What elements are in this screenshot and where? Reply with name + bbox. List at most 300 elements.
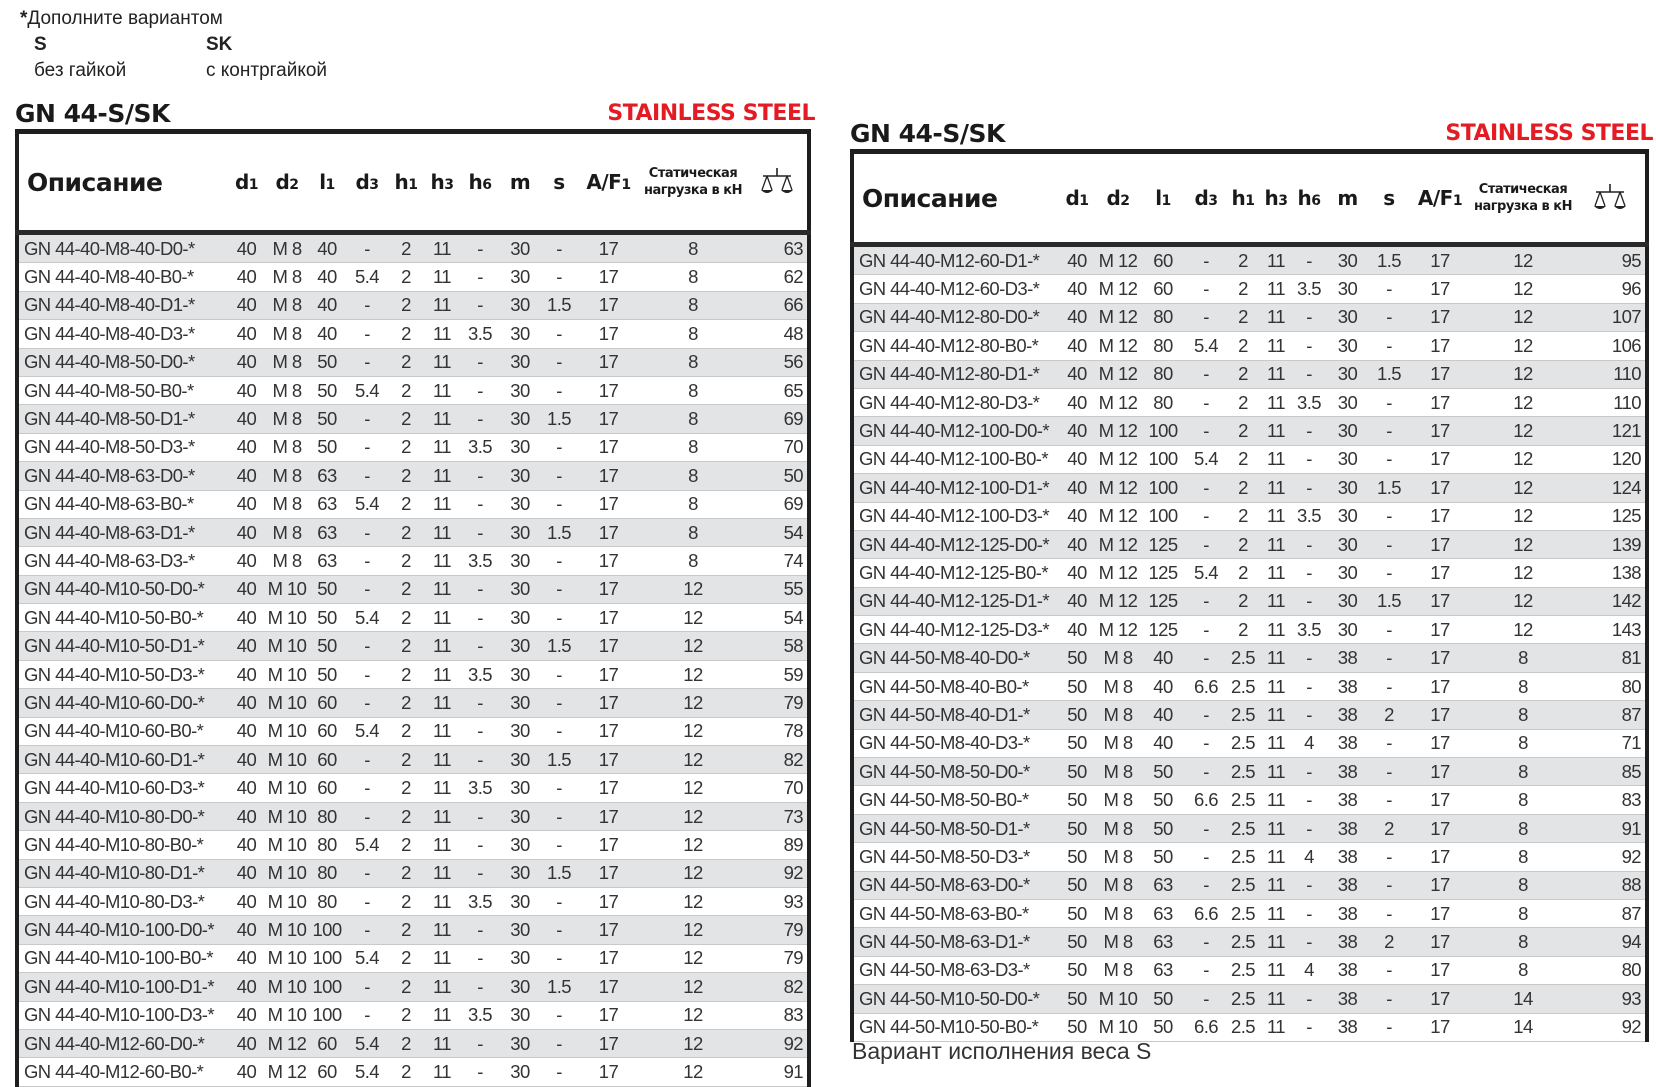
cell-weight: 87 [1575, 701, 1647, 729]
cell-af1: 17 [578, 689, 639, 717]
cell-m: 38 [1326, 701, 1369, 729]
cell-description: GN 44-40-M10-100-D1-* [17, 973, 227, 1001]
table-row [17, 604, 809, 632]
cell-m: 30 [500, 916, 540, 944]
table-row [852, 360, 1647, 388]
cell-af1: 17 [578, 831, 639, 859]
cell-l1: 100 [308, 916, 346, 944]
cell-l1: 80 [1140, 303, 1186, 331]
cell-s: - [540, 233, 578, 263]
cell-h1: 2.5 [1226, 871, 1260, 899]
cell-m: 38 [1326, 1013, 1369, 1041]
cell-d3: 5.4 [346, 831, 388, 859]
cell-d3: 6.6 [1186, 672, 1226, 700]
cell-s: - [540, 916, 578, 944]
cell-h1: 2 [388, 632, 424, 660]
cell-l1: 63 [1140, 956, 1186, 984]
cell-d3: 6.6 [1186, 786, 1226, 814]
table-row [852, 559, 1647, 587]
cell-m: 30 [500, 547, 540, 575]
table-row [852, 786, 1647, 814]
cell-d2: M 12 [1096, 417, 1140, 445]
cell-m: 38 [1326, 758, 1369, 786]
cell-h1: 2 [1226, 332, 1260, 360]
cell-h6: - [1292, 587, 1326, 615]
cell-af1: 17 [578, 575, 639, 603]
cell-d3: - [346, 1001, 388, 1029]
cell-af1: 17 [578, 887, 639, 915]
cell-af1: 17 [578, 632, 639, 660]
cell-h6: 3.5 [1292, 388, 1326, 416]
cell-s: - [1369, 672, 1409, 700]
cell-description: GN 44-40-M8-40-B0-* [17, 263, 227, 291]
cell-description: GN 44-40-M12-125-B0-* [852, 559, 1058, 587]
cell-h6: - [460, 831, 500, 859]
cell-s: - [1369, 530, 1409, 558]
cell-m: 30 [500, 831, 540, 859]
col-s [540, 132, 578, 233]
col-af1 [578, 132, 639, 233]
cell-description: GN 44-50-M10-50-B0-* [852, 1013, 1058, 1041]
cell-weight: 78 [747, 717, 809, 745]
cell-h6: - [460, 575, 500, 603]
cell-description: GN 44-50-M8-40-D3-* [852, 729, 1058, 757]
cell-d1: 40 [1058, 616, 1096, 644]
cell-static-load: 12 [639, 973, 747, 1001]
cell-h3: 11 [1260, 388, 1292, 416]
cell-weight: 92 [747, 1029, 809, 1057]
cell-weight: 106 [1575, 332, 1647, 360]
table-row [17, 547, 809, 575]
cell-h1: 2 [1226, 445, 1260, 473]
header-row [17, 132, 809, 233]
cell-d1: 40 [227, 1001, 266, 1029]
cell-s: - [1369, 388, 1409, 416]
cell-h1: 2 [1226, 474, 1260, 502]
cell-d2: M 8 [1096, 729, 1140, 757]
cell-h3: 11 [1260, 985, 1292, 1013]
cell-d2: M 8 [266, 320, 308, 348]
header-symbol: d [355, 170, 370, 194]
variant-label: с контргайкой [206, 60, 328, 81]
cell-h6: - [1292, 814, 1326, 842]
cell-weight: 125 [1575, 502, 1647, 530]
header-symbol: l [319, 170, 326, 194]
cell-static-load: 12 [1471, 417, 1575, 445]
cell-h3: 11 [424, 263, 460, 291]
cell-h6: - [1292, 701, 1326, 729]
cell-m: 38 [1326, 928, 1369, 956]
cell-l1: 50 [308, 575, 346, 603]
cell-weight: 83 [747, 1001, 809, 1029]
cell-m: 38 [1326, 956, 1369, 984]
cell-d2: M 10 [266, 859, 308, 887]
cell-s: - [540, 547, 578, 575]
cell-d1: 40 [227, 233, 266, 263]
table-row [852, 672, 1647, 700]
cell-d1: 40 [227, 774, 266, 802]
cell-description: GN 44-50-M8-63-D0-* [852, 871, 1058, 899]
col-s [1369, 152, 1409, 245]
cell-d1: 40 [227, 689, 266, 717]
cell-h6: - [460, 973, 500, 1001]
cell-l1: 50 [1140, 814, 1186, 842]
cell-d2: M 10 [266, 1001, 308, 1029]
cell-d3: - [346, 973, 388, 1001]
cell-af1: 17 [578, 490, 639, 518]
cell-af1: 17 [1409, 445, 1471, 473]
cell-h3: 11 [424, 433, 460, 461]
table-row [852, 502, 1647, 530]
cell-d1: 40 [227, 1029, 266, 1057]
cell-weight: 48 [747, 320, 809, 348]
cell-l1: 80 [1140, 360, 1186, 388]
cell-h3: 11 [1260, 814, 1292, 842]
cell-description: GN 44-40-M8-50-D0-* [17, 348, 227, 376]
col-weight [1575, 152, 1647, 245]
cell-d3: - [1186, 388, 1226, 416]
cell-d2: M 12 [1096, 559, 1140, 587]
col-h1 [1226, 152, 1260, 245]
cell-h1: 2 [388, 376, 424, 404]
cell-h1: 2 [1226, 417, 1260, 445]
table-titlebar [850, 119, 1653, 149]
cell-d1: 40 [227, 348, 266, 376]
cell-h1: 2 [1226, 245, 1260, 275]
cell-af1: 17 [578, 973, 639, 1001]
cell-d2: M 8 [266, 233, 308, 263]
cell-d1: 40 [227, 433, 266, 461]
cell-d3: - [346, 774, 388, 802]
cell-h3: 11 [424, 462, 460, 490]
cell-d2: M 10 [1096, 985, 1140, 1013]
cell-description: GN 44-40-M8-40-D0-* [17, 233, 227, 263]
cell-s: - [540, 717, 578, 745]
cell-static-load: 8 [639, 462, 747, 490]
cell-d1: 40 [227, 660, 266, 688]
cell-h6: - [1292, 899, 1326, 927]
cell-description: GN 44-40-M10-80-D0-* [17, 802, 227, 830]
cell-d3: - [346, 802, 388, 830]
cell-weight: 71 [1575, 729, 1647, 757]
cell-s: - [540, 887, 578, 915]
cell-h6: - [1292, 672, 1326, 700]
cell-l1: 40 [308, 263, 346, 291]
cell-d2: M 12 [1096, 245, 1140, 275]
cell-h1: 2 [388, 973, 424, 1001]
cell-s: - [540, 263, 578, 291]
cell-description: GN 44-40-M12-80-B0-* [852, 332, 1058, 360]
cell-s: 1.5 [540, 632, 578, 660]
cell-m: 30 [500, 689, 540, 717]
cell-af1: 17 [1409, 530, 1471, 558]
cell-static-load: 12 [639, 575, 747, 603]
header-symbol: h [1231, 186, 1246, 210]
cell-d1: 40 [227, 859, 266, 887]
cell-weight: 54 [747, 518, 809, 546]
cell-s: - [1369, 303, 1409, 331]
cell-h6: 3.5 [460, 660, 500, 688]
cell-h3: 11 [1260, 360, 1292, 388]
cell-h6: - [1292, 928, 1326, 956]
cell-weight: 120 [1575, 445, 1647, 473]
header-subscript: 6 [1311, 193, 1321, 209]
cell-d1: 40 [1058, 417, 1096, 445]
table-row [852, 474, 1647, 502]
cell-l1: 50 [308, 405, 346, 433]
cell-h3: 11 [1260, 786, 1292, 814]
cell-h6: 3.5 [460, 433, 500, 461]
cell-h3: 11 [424, 490, 460, 518]
cell-static-load: 8 [639, 518, 747, 546]
table-row [17, 1001, 809, 1029]
cell-h6: - [1292, 474, 1326, 502]
material-label: STAINLESS STEEL [607, 101, 815, 126]
cell-d2: M 10 [266, 802, 308, 830]
cell-s: - [1369, 786, 1409, 814]
col-h3 [1260, 152, 1292, 245]
cell-d1: 40 [1058, 332, 1096, 360]
cell-static-load: 8 [1471, 899, 1575, 927]
cell-m: 38 [1326, 843, 1369, 871]
scale-icon [760, 165, 794, 199]
table-row [17, 632, 809, 660]
table-row [17, 575, 809, 603]
cell-h3: 11 [424, 518, 460, 546]
cell-h3: 11 [424, 774, 460, 802]
cell-static-load: 12 [639, 632, 747, 660]
cell-weight: 91 [1575, 814, 1647, 842]
cell-af1: 17 [578, 405, 639, 433]
cell-m: 30 [500, 433, 540, 461]
table-row [852, 928, 1647, 956]
cell-d1: 40 [227, 462, 266, 490]
cell-h6: - [460, 717, 500, 745]
cell-h1: 2 [1226, 360, 1260, 388]
cell-d3: - [1186, 417, 1226, 445]
header-subscript: 1 [1079, 193, 1089, 209]
spec-table [850, 149, 1649, 1042]
cell-m: 30 [500, 263, 540, 291]
cell-d2: M 12 [1096, 530, 1140, 558]
cell-l1: 80 [308, 802, 346, 830]
cell-l1: 40 [308, 233, 346, 263]
cell-d1: 40 [227, 746, 266, 774]
cell-h6: 4 [1292, 843, 1326, 871]
cell-d1: 40 [227, 405, 266, 433]
header-subscript: 1 [325, 177, 335, 193]
cell-m: 30 [1326, 530, 1369, 558]
cell-d1: 40 [227, 547, 266, 575]
cell-af1: 17 [578, 433, 639, 461]
cell-d1: 40 [227, 376, 266, 404]
cell-d2: M 12 [1096, 587, 1140, 615]
cell-m: 30 [1326, 445, 1369, 473]
cell-d2: M 12 [1096, 474, 1140, 502]
cell-h3: 11 [1260, 871, 1292, 899]
cell-h1: 2 [388, 604, 424, 632]
cell-s: - [1369, 616, 1409, 644]
cell-h6: - [1292, 417, 1326, 445]
cell-h6: - [1292, 758, 1326, 786]
header-symbol: d [1065, 186, 1080, 210]
header-subscript: 2 [1120, 193, 1130, 209]
cell-d1: 50 [1058, 758, 1096, 786]
cell-h6: - [1292, 1013, 1326, 1041]
cell-l1: 60 [308, 774, 346, 802]
cell-d2: M 10 [266, 604, 308, 632]
header-label: Описание [862, 183, 998, 213]
cell-description: GN 44-40-M12-60-D0-* [17, 1029, 227, 1057]
cell-description: GN 44-40-M12-60-D1-* [852, 245, 1058, 275]
cell-s: - [540, 689, 578, 717]
cell-description: GN 44-50-M8-40-D0-* [852, 644, 1058, 672]
cell-af1: 17 [578, 348, 639, 376]
table-row [17, 263, 809, 291]
cell-h6: - [460, 1029, 500, 1057]
header-subscript: 6 [482, 177, 492, 193]
cell-h1: 2 [388, 462, 424, 490]
cell-h3: 11 [1260, 445, 1292, 473]
cell-weight: 65 [747, 376, 809, 404]
cell-d2: M 8 [1096, 843, 1140, 871]
cell-h3: 11 [1260, 899, 1292, 927]
cell-l1: 63 [1140, 871, 1186, 899]
cell-h6: - [460, 348, 500, 376]
header-symbol: d [234, 170, 249, 194]
cell-d1: 40 [227, 916, 266, 944]
cell-h3: 11 [424, 233, 460, 263]
cell-d2: M 8 [1096, 672, 1140, 700]
spec-table-left [15, 99, 815, 1087]
cell-d3: 5.4 [346, 717, 388, 745]
cell-h1: 2 [388, 405, 424, 433]
cell-d3: - [1186, 956, 1226, 984]
cell-weight: 50 [747, 462, 809, 490]
cell-s: 1.5 [540, 859, 578, 887]
cell-l1: 50 [308, 376, 346, 404]
cell-h6: 3.5 [460, 547, 500, 575]
cell-h6: - [460, 1058, 500, 1086]
cell-m: 30 [500, 376, 540, 404]
cell-description: GN 44-40-M8-63-D3-* [17, 547, 227, 575]
cell-d3: - [346, 859, 388, 887]
cell-d3: - [346, 348, 388, 376]
cell-m: 30 [500, 859, 540, 887]
table-row [17, 376, 809, 404]
cell-d3: - [346, 518, 388, 546]
col-h6 [460, 132, 500, 233]
cell-d3: - [1186, 587, 1226, 615]
cell-weight: 70 [747, 433, 809, 461]
cell-h3: 11 [424, 575, 460, 603]
cell-l1: 63 [1140, 899, 1186, 927]
cell-m: 30 [1326, 502, 1369, 530]
variant-options [34, 32, 378, 84]
cell-m: 30 [500, 887, 540, 915]
cell-description: GN 44-40-M10-50-D3-* [17, 660, 227, 688]
cell-af1: 17 [578, 746, 639, 774]
cell-static-load: 8 [1471, 729, 1575, 757]
header-subscript: 1 [1452, 193, 1463, 209]
cell-d1: 40 [227, 973, 266, 1001]
table-row [852, 303, 1647, 331]
cell-h3: 11 [424, 632, 460, 660]
cell-d2: M 12 [1096, 388, 1140, 416]
cell-s: - [540, 320, 578, 348]
cell-h3: 11 [424, 348, 460, 376]
cell-l1: 60 [308, 717, 346, 745]
header-label: Статическая нагрузка в кН [1474, 182, 1572, 214]
cell-h6: 3.5 [460, 887, 500, 915]
cell-m: 30 [500, 1058, 540, 1086]
cell-d3: 5.4 [346, 944, 388, 972]
cell-weight: 93 [747, 887, 809, 915]
cell-s: 1.5 [540, 746, 578, 774]
cell-d3: 5.4 [346, 604, 388, 632]
cell-description: GN 44-50-M10-50-D0-* [852, 985, 1058, 1013]
cell-description: GN 44-40-M12-125-D3-* [852, 616, 1058, 644]
cell-d1: 40 [1058, 502, 1096, 530]
cell-d2: M 12 [1096, 332, 1140, 360]
cell-s: - [540, 944, 578, 972]
cell-d3: - [1186, 474, 1226, 502]
cell-d1: 50 [1058, 644, 1096, 672]
cell-s: 1.5 [540, 405, 578, 433]
table-row [852, 644, 1647, 672]
cell-d1: 40 [227, 802, 266, 830]
cell-af1: 17 [1409, 1013, 1471, 1041]
cell-af1: 17 [1409, 843, 1471, 871]
cell-l1: 50 [308, 632, 346, 660]
cell-static-load: 12 [639, 1058, 747, 1086]
cell-weight: 79 [747, 689, 809, 717]
cell-d3: - [346, 746, 388, 774]
cell-s: - [1369, 1013, 1409, 1041]
cell-af1: 17 [578, 263, 639, 291]
table-row [17, 831, 809, 859]
cell-h6: 3.5 [460, 1001, 500, 1029]
cell-weight: 93 [1575, 985, 1647, 1013]
cell-s: 1.5 [540, 973, 578, 1001]
cell-static-load: 8 [1471, 928, 1575, 956]
cell-h6: - [460, 376, 500, 404]
cell-description: GN 44-40-M12-80-D0-* [852, 303, 1058, 331]
weight-variant-note: Вариант исполнения веса S [852, 1038, 1152, 1064]
cell-h3: 11 [1260, 956, 1292, 984]
cell-weight: 121 [1575, 417, 1647, 445]
cell-d3: - [346, 689, 388, 717]
cell-s: - [540, 348, 578, 376]
cell-h6: - [460, 291, 500, 319]
header-subscript: 3 [1208, 193, 1218, 209]
table-row [17, 887, 809, 915]
header-symbol: d [1194, 186, 1209, 210]
cell-h1: 2 [1226, 616, 1260, 644]
cell-m: 30 [500, 802, 540, 830]
cell-l1: 125 [1140, 616, 1186, 644]
col-d1 [1058, 152, 1096, 245]
cell-af1: 17 [578, 462, 639, 490]
cell-description: GN 44-40-M10-80-D3-* [17, 887, 227, 915]
col-l1 [308, 132, 346, 233]
cell-d3: - [1186, 871, 1226, 899]
cell-l1: 80 [1140, 332, 1186, 360]
cell-weight: 79 [747, 944, 809, 972]
cell-d3: - [346, 632, 388, 660]
cell-d2: M 12 [266, 1029, 308, 1057]
cell-d2: M 10 [266, 774, 308, 802]
